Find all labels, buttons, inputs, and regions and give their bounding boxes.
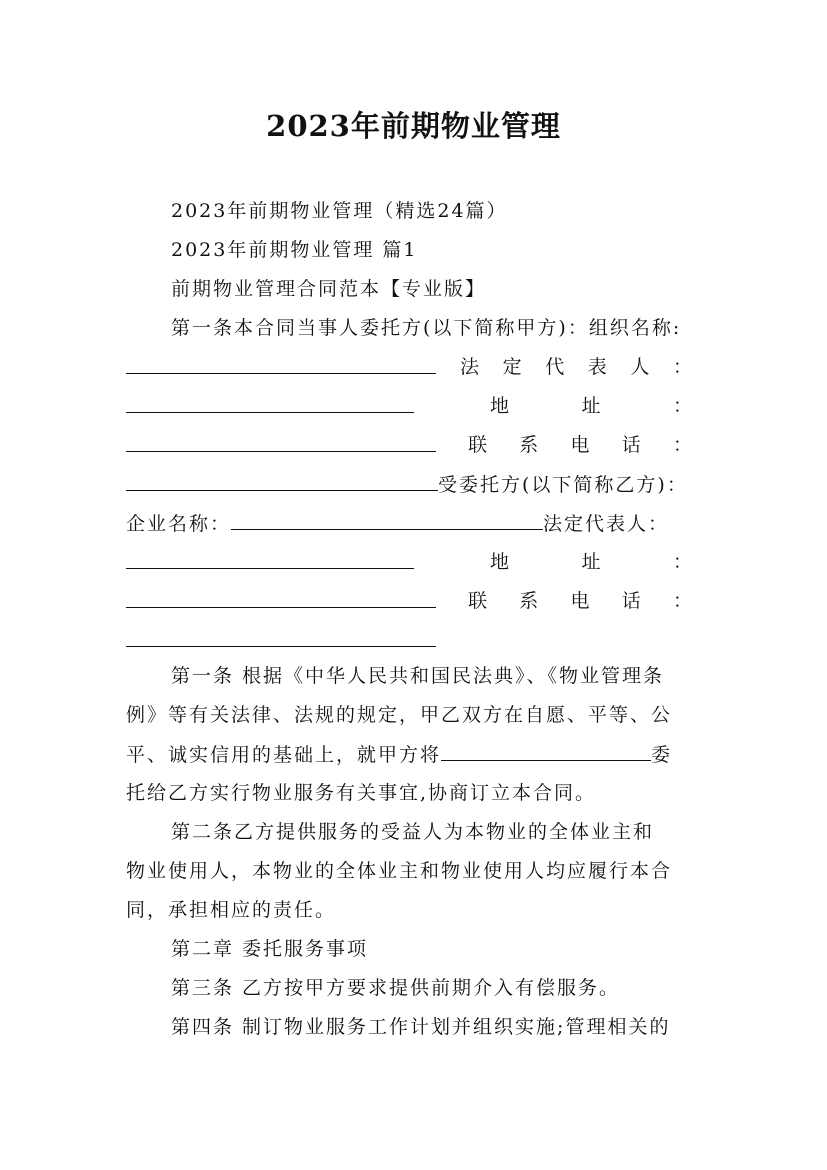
chapter-2-heading: 第二章 委托服务事项 — [171, 938, 369, 960]
article-4: 第四条 制订物业服务工作计划并组织实施;管理相关的 — [171, 1016, 671, 1038]
intro-line-2: 2023年前期物业管理 篇1 — [171, 239, 418, 261]
blank-line — [126, 628, 436, 647]
document-title: 2023年前期物业管理 — [266, 109, 561, 143]
address-blank-row — [126, 394, 414, 419]
phone-b-label: 联 系 电 话 ： — [468, 590, 692, 612]
article-1-line-1: 第一条 根据《中华人民共和国民法典》、《物业管理条 — [171, 665, 665, 687]
blank-line — [126, 472, 438, 491]
phone-b-blank-row — [126, 589, 436, 614]
company-name-label: 企业名称： — [126, 513, 232, 535]
article-1-line-2: 例》等有关法律、法规的规定，甲乙双方在自愿、平等、公 — [126, 704, 673, 726]
article-2-line-1: 第二条乙方提供服务的受益人为本物业的全体业主和 — [171, 821, 655, 843]
article-3: 第三条 乙方按甲方要求提供前期介入有偿服务。 — [171, 977, 621, 999]
company-name-row — [126, 511, 669, 536]
address-b-blank-row — [126, 550, 414, 575]
article-1-line-3: 平、诚实信用的基础上，就甲方将 委 — [126, 744, 673, 766]
blank-line — [126, 355, 436, 374]
legal-rep-b-label: 法定代表人： — [543, 513, 670, 535]
blank-line — [126, 589, 436, 608]
article-1-line-4: 托给乙方实行物业服务有关事宜,协商订立本合同。 — [126, 782, 597, 804]
blank-line — [126, 550, 414, 569]
blank-line — [441, 742, 651, 761]
intro-line-3: 前期物业管理合同范本【专业版】 — [171, 278, 487, 300]
legal-rep-label: 法 定 代 表 人 ： — [460, 356, 692, 378]
phone-label: 联 系 电 话 ： — [468, 434, 692, 456]
blank-line — [231, 511, 543, 530]
article-2-line-2: 物业使用人，本物业的全体业主和物业使用人均应履行本合 — [126, 860, 673, 882]
trustee-label: 受委托方(以下简称乙方)： — [438, 474, 688, 496]
party-a-intro: 第一条本合同当事人委托方(以下简称甲方)：组织名称: — [171, 317, 682, 339]
blank-line — [126, 394, 414, 413]
intro-line-1: 2023年前期物业管理（精选24篇） — [171, 200, 508, 222]
blank-line — [126, 433, 436, 452]
trustee-row — [126, 472, 688, 497]
address-label: 地 址 ： — [490, 395, 692, 417]
phone-blank-row — [126, 433, 436, 458]
article-2-line-3: 同，承担相应的责任。 — [126, 899, 337, 921]
phone-b-value-row — [126, 628, 436, 653]
address-b-label: 地 址 ： — [490, 551, 692, 573]
legal-rep-blank-row — [126, 355, 436, 380]
